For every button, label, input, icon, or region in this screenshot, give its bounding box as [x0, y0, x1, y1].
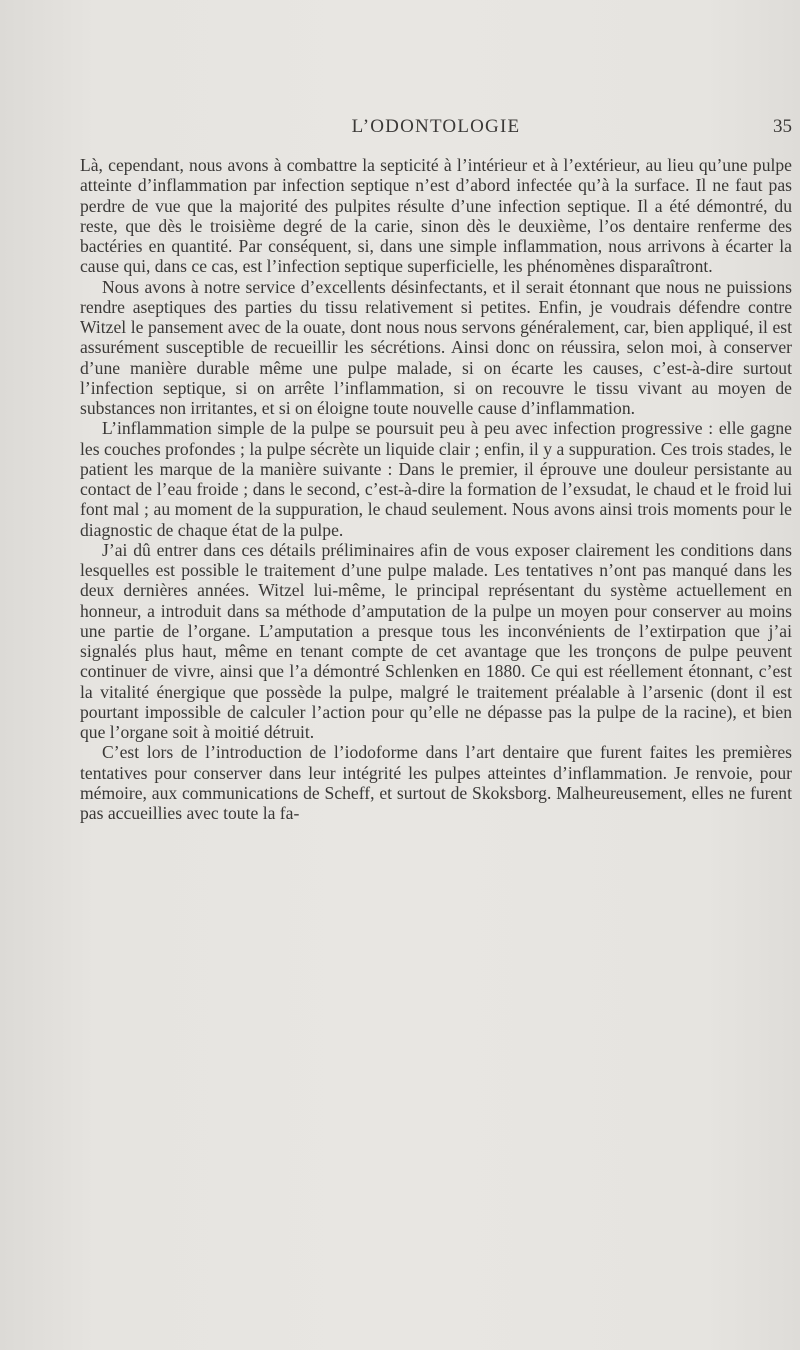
paragraph-2: Nous avons à notre service d’excellents désinfectants, et il serait étonnant que nous ne puissions rendre aseptiques des parties du tissu relativement si petites. Enfin, je voudrais défendre contre Witzel le pansement avec de la ouate, dont nous nous servons généralement, car, bien appliqué, il est assurément susceptible de recueillir les sécrétions. Ainsi donc on réussira, selon moi, à conserver d’une manière durable même une pulpe malade, si on écarte les causes, c’est-à-dire surtout l’infection septique, si on arrête l’inflammation, si on recouvre le tissu vivant au moyen de substances non irritantes, et si on éloigne toute nouvelle cause d’inflammation. [80, 276, 792, 418]
paragraph-4: J’ai dû entrer dans ces détails préliminaires afin de vous exposer clairement les conditions dans lesquelles est possible le traitement d’une pulpe malade. Les tentatives n’ont pas manqué dans les deux dernières années. Witzel lui-même, le principal représentant du système actuellement en honneur, a introduit dans sa méthode d’amputation de la pulpe un moyen pour conserver au moins une partie de l’organe. L’amputation a presque tous les inconvénients de l’extirpation que j’ai signalés plus haut, même en tenant compte de cet avantage que les tronçons de pulpe peuvent continuer de vivre, ainsi que l’a démontré Schlenken en 1880. Ce qui est réellement étonnant, c’est la vitalité énergique que possède la pulpe, malgré le traitement préalable à l’arsenic (dont il est pourtant impossible de calculer l’action pour qu’elle ne dépasse pas la pulpe de la racine), et bien que l’organe soit à moitié détruit. [80, 539, 792, 742]
running-title: L’ODONTOLOGIE [351, 116, 521, 137]
paragraph-5: C’est lors de l’introduction de l’iodoforme dans l’art dentaire que furent faites les premières tentatives pour conserver dans leur intégrité les pulpes atteintes d’inflammation. Je renvoie, pour mémoire, aux communications de Scheff, et surtout de Skoksborg. Malheureusement, elles ne furent pas accueillies avec toute la fa- [80, 742, 792, 823]
page-body [80, 155, 792, 823]
paragraph-1: Là, cependant, nous avons à combattre la septicité à l’intérieur et à l’extérieur, au lieu qu’une pulpe atteinte d’inflammation par infection septique n’est d’abord infectée qu’à la surface. Il ne faut pas perdre de vue que la majorité des pulpites résulte d’une infection septique. Il a été démontré, du reste, que dès le troisième degré de la carie, sinon dès le deuxième, l’os dentaire renferme des bactéries en quantité. Par conséquent, si, dans une simple inflammation, nous arrivons à écarter la cause qui, dans ce cas, est l’infection septique superficielle, les phénomènes disparaîtront. [80, 155, 792, 277]
page-number: 35 [773, 116, 792, 137]
paragraph-3: L’inflammation simple de la pulpe se poursuit peu à peu avec infection progressive : elle gagne les couches profondes ; la pulpe sécrète un liquide clair ; enfin, il y a suppuration. Ces trois stades, le patient les marque de la manière suivante : Dans le premier, il éprouve une douleur persistante au contact de l’eau froide ; dans le second, c’est-à-dire la formation de l’exsudat, le chaud et le froid lui font mal ; au moment de la suppuration, le chaud seulement. Nous avons ainsi trois moments pour le diagnostic de chaque état de la pulpe. [80, 418, 792, 540]
page-header [80, 116, 792, 140]
